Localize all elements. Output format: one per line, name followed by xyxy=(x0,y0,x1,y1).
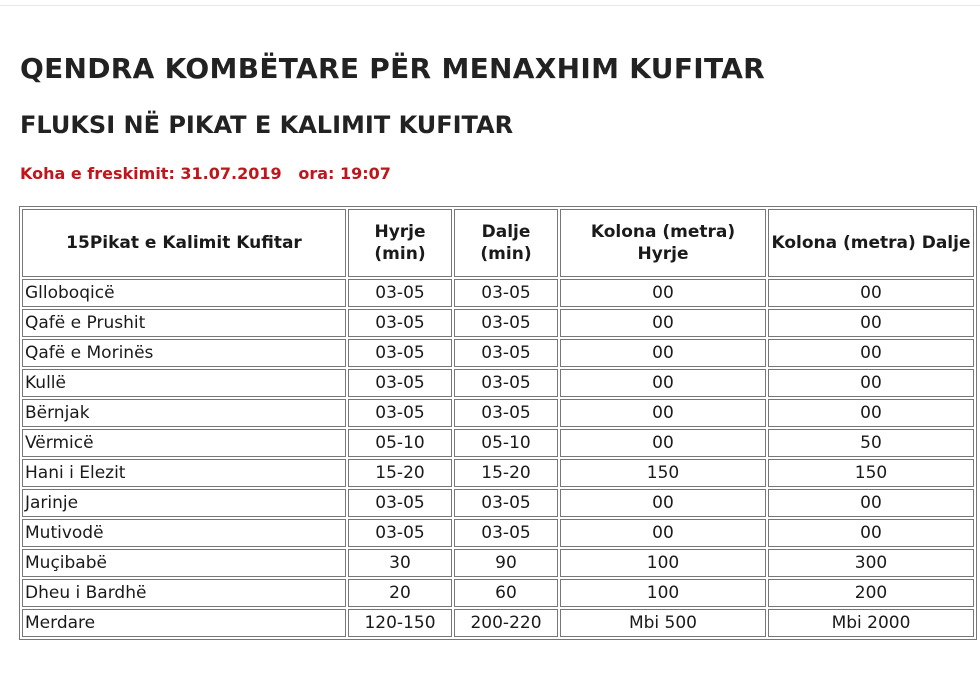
exit-time-cell: 15-20 xyxy=(454,459,558,487)
exit-queue-cell: 00 xyxy=(768,339,974,367)
exit-queue-cell: 150 xyxy=(768,459,974,487)
table-row xyxy=(22,489,974,517)
page-subtitle: FLUKSI NË PIKAT E KALIMIT KUFITAR xyxy=(20,111,514,139)
exit-queue-cell: 00 xyxy=(768,489,974,517)
crossing-point-cell: Hani i Elezit xyxy=(22,459,346,487)
exit-queue-cell: 00 xyxy=(768,369,974,397)
crossing-point-cell: Jarinje xyxy=(22,489,346,517)
entry-queue-cell: 100 xyxy=(560,549,766,577)
exit-time-cell: 03-05 xyxy=(454,399,558,427)
exit-time-cell: 03-05 xyxy=(454,279,558,307)
entry-time-cell: 03-05 xyxy=(348,369,452,397)
exit-queue-cell: 00 xyxy=(768,519,974,547)
entry-queue-cell: 00 xyxy=(560,489,766,517)
entry-queue-cell: 00 xyxy=(560,519,766,547)
entry-time-cell: 30 xyxy=(348,549,452,577)
entry-queue-cell: 150 xyxy=(560,459,766,487)
table-header-row xyxy=(22,209,974,277)
column-header-entry-time: Hyrje (min) xyxy=(348,209,452,277)
column-header-crossing-point: 15Pikat e Kalimit Kufitar xyxy=(22,209,346,277)
exit-time-cell: 05-10 xyxy=(454,429,558,457)
exit-queue-cell: 200 xyxy=(768,579,974,607)
table-row xyxy=(22,279,974,307)
entry-time-cell: 03-05 xyxy=(348,309,452,337)
top-divider xyxy=(0,5,980,6)
entry-queue-cell: 100 xyxy=(560,579,766,607)
entry-time-cell: 20 xyxy=(348,579,452,607)
entry-time-cell: 03-05 xyxy=(348,519,452,547)
crossing-point-cell: Merdare xyxy=(22,609,346,637)
crossing-point-cell: Muçibabë xyxy=(22,549,346,577)
exit-queue-cell: 00 xyxy=(768,309,974,337)
table-row xyxy=(22,309,974,337)
column-header-exit-queue: Kolona (metra) Dalje xyxy=(768,209,974,277)
crossing-point-cell: Kullë xyxy=(22,369,346,397)
entry-time-cell: 03-05 xyxy=(348,489,452,517)
exit-time-cell: 03-05 xyxy=(454,339,558,367)
entry-time-cell: 15-20 xyxy=(348,459,452,487)
exit-queue-cell: Mbi 2000 xyxy=(768,609,974,637)
exit-time-cell: 03-05 xyxy=(454,309,558,337)
table-row xyxy=(22,369,974,397)
entry-queue-cell: Mbi 500 xyxy=(560,609,766,637)
entry-time-cell: 03-05 xyxy=(348,399,452,427)
entry-queue-cell: 00 xyxy=(560,339,766,367)
exit-time-cell: 60 xyxy=(454,579,558,607)
table-row xyxy=(22,519,974,547)
column-header-entry-queue: Kolona (metra) Hyrje xyxy=(560,209,766,277)
crossing-point-cell: Qafë e Morinës xyxy=(22,339,346,367)
table-row xyxy=(22,579,974,607)
crossing-point-cell: Qafë e Prushit xyxy=(22,309,346,337)
table-row xyxy=(22,429,974,457)
crossing-point-cell: Bërnjak xyxy=(22,399,346,427)
exit-queue-cell: 00 xyxy=(768,279,974,307)
entry-time-cell: 05-10 xyxy=(348,429,452,457)
table-row xyxy=(22,459,974,487)
column-header-exit-time: Dalje (min) xyxy=(454,209,558,277)
entry-queue-cell: 00 xyxy=(560,429,766,457)
exit-time-cell: 03-05 xyxy=(454,519,558,547)
border-crossing-table xyxy=(19,206,977,640)
exit-time-cell: 90 xyxy=(454,549,558,577)
table-row xyxy=(22,609,974,637)
table-row xyxy=(22,339,974,367)
crossing-point-cell: Mutivodë xyxy=(22,519,346,547)
entry-time-cell: 03-05 xyxy=(348,339,452,367)
table-row xyxy=(22,549,974,577)
exit-queue-cell: 300 xyxy=(768,549,974,577)
refresh-timestamp: Koha e freskimit: 31.07.2019 ora: 19:07 xyxy=(20,164,391,183)
exit-time-cell: 200-220 xyxy=(454,609,558,637)
entry-queue-cell: 00 xyxy=(560,279,766,307)
crossing-point-cell: Dheu i Bardhë xyxy=(22,579,346,607)
table-row xyxy=(22,399,974,427)
exit-time-cell: 03-05 xyxy=(454,489,558,517)
page-title: QENDRA KOMBËTARE PËR MENAXHIM KUFITAR xyxy=(20,52,766,85)
entry-queue-cell: 00 xyxy=(560,369,766,397)
exit-time-cell: 03-05 xyxy=(454,369,558,397)
exit-queue-cell: 00 xyxy=(768,399,974,427)
entry-time-cell: 120-150 xyxy=(348,609,452,637)
entry-queue-cell: 00 xyxy=(560,399,766,427)
crossing-point-cell: Glloboqicë xyxy=(22,279,346,307)
crossing-point-cell: Vërmicë xyxy=(22,429,346,457)
exit-queue-cell: 50 xyxy=(768,429,974,457)
entry-time-cell: 03-05 xyxy=(348,279,452,307)
entry-queue-cell: 00 xyxy=(560,309,766,337)
